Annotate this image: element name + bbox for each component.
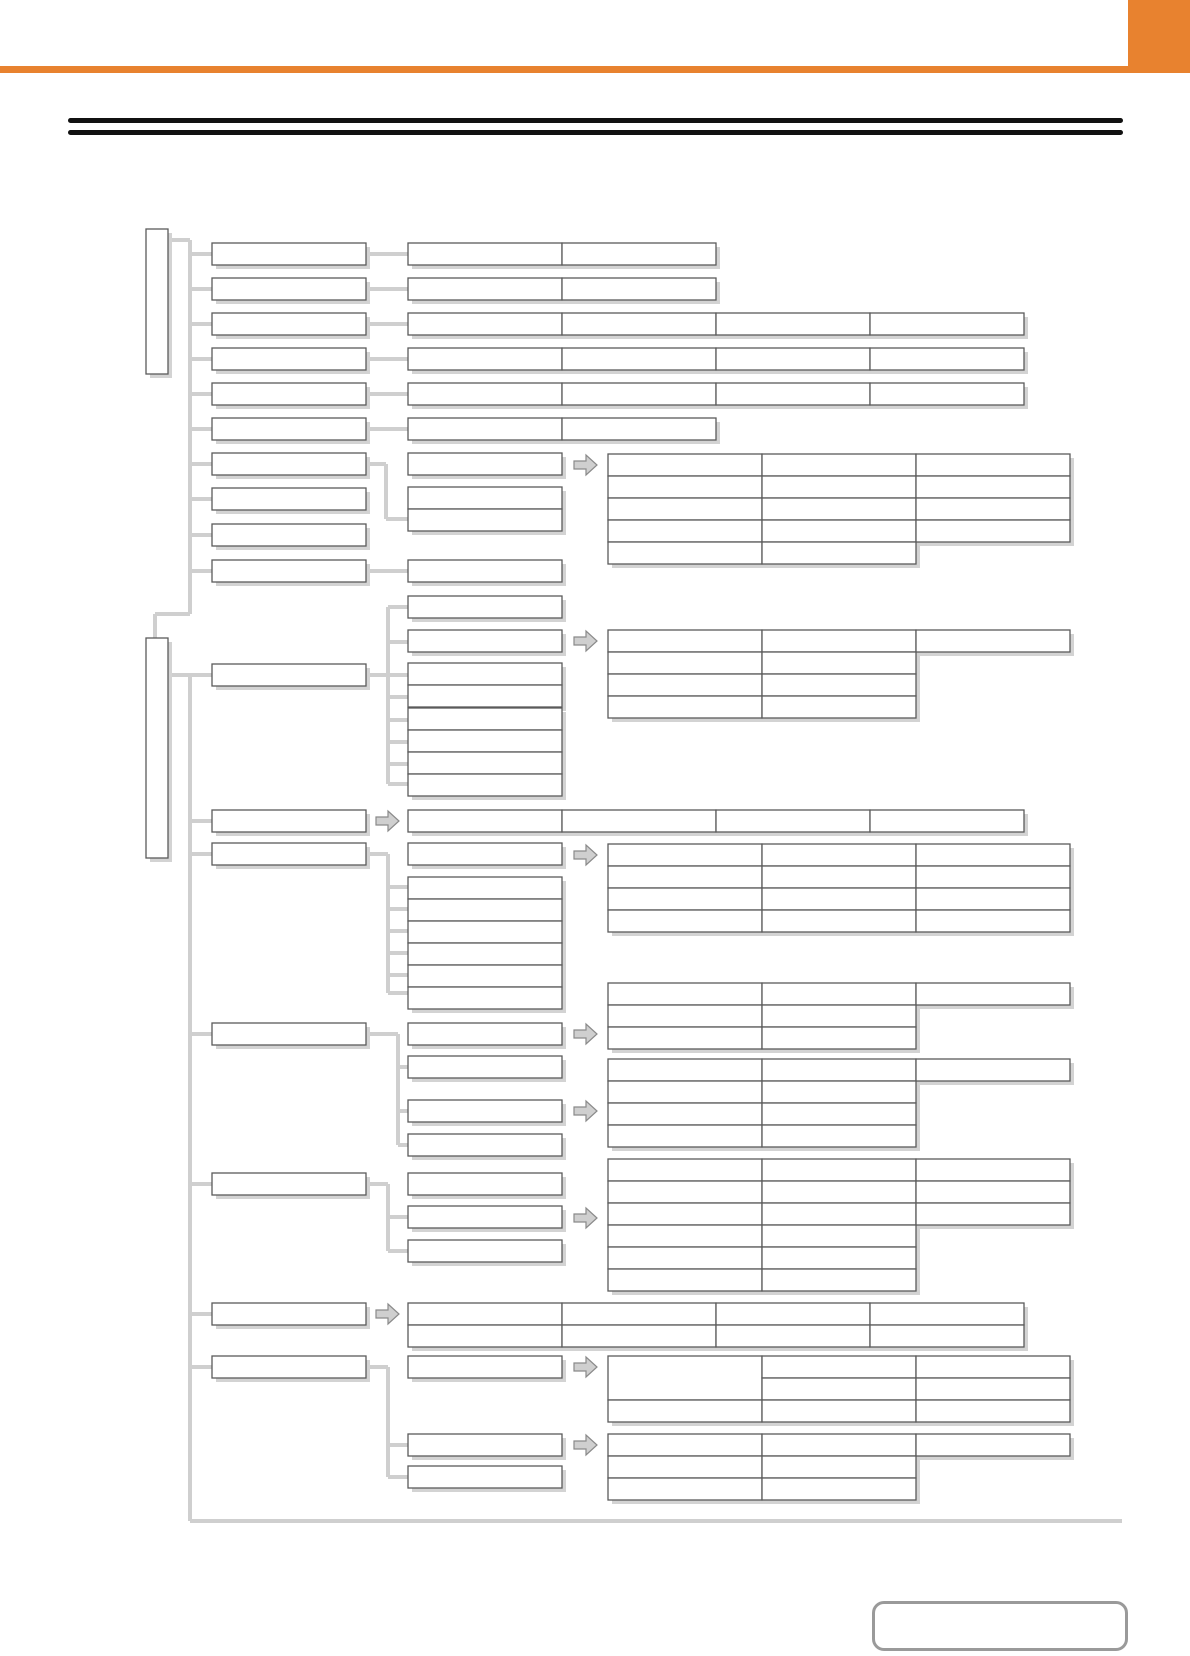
option-13-7 — [408, 987, 562, 1009]
options-item-4-r1c3 — [716, 348, 870, 370]
settings-grid-17b-r1c3 — [916, 1434, 1070, 1456]
options-item-3-r1c1 — [408, 313, 562, 335]
settings-grid-14-r3c1 — [608, 1103, 762, 1125]
settings-grid-13-r2c2 — [762, 866, 916, 888]
settings-grid-17b-r1c2 — [762, 1434, 916, 1456]
settings-grid-13-r3c3 — [916, 888, 1070, 910]
level1-item-15 — [212, 1173, 366, 1195]
level1-item-14 — [212, 1023, 366, 1045]
options-item-16-r1c1 — [408, 1303, 562, 1325]
settings-grid-7-r1c3 — [916, 454, 1070, 476]
options-item-3-r1c4 — [870, 313, 1024, 335]
right-arrow-icon — [574, 845, 597, 865]
right-arrow-icon — [574, 1435, 597, 1455]
settings-grid-13b-r3c1 — [608, 1027, 762, 1049]
settings-grid-15-r2c1 — [608, 1181, 762, 1203]
level1-item-6 — [212, 418, 366, 440]
option-14-3 — [408, 1100, 562, 1122]
settings-grid-17-r2c2 — [916, 1378, 1070, 1400]
level1-item-3 — [212, 313, 366, 335]
right-arrow-icon — [376, 1304, 399, 1324]
options-item-16-r2c3 — [716, 1325, 870, 1347]
options-item-1-r1c2 — [562, 243, 716, 265]
right-arrow-icon — [574, 631, 597, 651]
settings-grid-13b-r1c2 — [762, 983, 916, 1005]
settings-grid-13-r3c2 — [762, 888, 916, 910]
settings-grid-11-r4c1 — [608, 696, 762, 718]
option-17-1 — [408, 1356, 562, 1378]
level1-item-10 — [212, 560, 366, 582]
option-11-8 — [408, 774, 562, 796]
settings-grid-14-r1c1 — [608, 1059, 762, 1081]
settings-grid-13b-r1c1 — [608, 983, 762, 1005]
level1-item-17 — [212, 1356, 366, 1378]
settings-grid-17b-r3c1 — [608, 1478, 762, 1500]
option-13-2 — [408, 877, 562, 899]
settings-grid-13b-r2c2 — [762, 1005, 916, 1027]
settings-grid-13-r1c2 — [762, 844, 916, 866]
tree-boxes — [146, 229, 1074, 1504]
option-13-5 — [408, 943, 562, 965]
settings-grid-7-r3c2 — [762, 498, 916, 520]
settings-grid-7-r3c3 — [916, 498, 1070, 520]
right-arrow-icon — [574, 1024, 597, 1044]
option-15-3 — [408, 1240, 562, 1262]
level1-item-11 — [212, 664, 366, 686]
settings-grid-13b-r3c2 — [762, 1027, 916, 1049]
settings-grid-15-r1c2 — [762, 1159, 916, 1181]
option-17-3 — [408, 1466, 562, 1488]
settings-grid-17-r3c3 — [916, 1400, 1070, 1422]
options-item-12-r1c1 — [408, 810, 562, 832]
right-arrow-icon — [574, 455, 597, 475]
return-button[interactable] — [872, 1601, 1128, 1651]
settings-grid-11-r3c1 — [608, 674, 762, 696]
options-item-4-r1c4 — [870, 348, 1024, 370]
settings-grid-11-r1c1 — [608, 630, 762, 652]
option-7b — [408, 487, 562, 509]
settings-grid-13-r2c1 — [608, 866, 762, 888]
option-13-4 — [408, 921, 562, 943]
settings-grid-13-r4c3 — [916, 910, 1070, 932]
options-item-16-r2c1 — [408, 1325, 562, 1347]
option-13-6 — [408, 965, 562, 987]
option-15-1 — [408, 1173, 562, 1195]
settings-grid-13-r3c1 — [608, 888, 762, 910]
section-label-upper — [146, 229, 168, 374]
settings-grid-7-r2c3 — [916, 476, 1070, 498]
settings-grid-17-r1c2 — [916, 1356, 1070, 1378]
settings-grid-15-r1c3 — [916, 1159, 1070, 1181]
right-arrow-icon — [574, 1208, 597, 1228]
option-11-2 — [408, 630, 562, 652]
settings-grid-11-r2c2 — [762, 652, 916, 674]
option-14-4 — [408, 1134, 562, 1156]
settings-grid-15-r6c2 — [762, 1269, 916, 1291]
options-item-2-r1c2 — [562, 278, 716, 300]
options-item-3-r1c3 — [716, 313, 870, 335]
section-label-lower — [146, 638, 168, 858]
option-11-5 — [408, 708, 562, 730]
right-arrow-icon — [574, 1101, 597, 1121]
options-item-6-r1c1 — [408, 418, 562, 440]
settings-grid-17b-r2c1 — [608, 1456, 762, 1478]
settings-grid-15-r2c3 — [916, 1181, 1070, 1203]
option-11-6 — [408, 730, 562, 752]
settings-grid-15-r1c1 — [608, 1159, 762, 1181]
options-item-16-r1c3 — [716, 1303, 870, 1325]
options-item-12-r1c3 — [716, 810, 870, 832]
settings-grid-17b-r1c1 — [608, 1434, 762, 1456]
options-item-4-r1c2 — [562, 348, 716, 370]
level1-item-7 — [212, 453, 366, 475]
settings-grid-7-r1c2 — [762, 454, 916, 476]
options-item-6-r1c2 — [562, 418, 716, 440]
options-item-16-r2c4 — [870, 1325, 1024, 1347]
settings-grid-7-r1c1 — [608, 454, 762, 476]
option-13-1 — [408, 843, 562, 865]
settings-grid-14-r4c2 — [762, 1125, 916, 1147]
settings-grid-17-r3c2 — [762, 1400, 916, 1422]
settings-grid-13-r4c2 — [762, 910, 916, 932]
option-10 — [408, 560, 562, 582]
settings-grid-14-r2c1 — [608, 1081, 762, 1103]
options-item-12-r1c4 — [870, 810, 1024, 832]
settings-grid-15-r3c3 — [916, 1203, 1070, 1225]
options-item-12-r1c2 — [562, 810, 716, 832]
settings-grid-7-r5c1 — [608, 542, 762, 564]
option-7c — [408, 509, 562, 531]
right-arrow-icon — [376, 811, 399, 831]
settings-grid-13-r1c3 — [916, 844, 1070, 866]
settings-grid-14-r1c2 — [762, 1059, 916, 1081]
settings-grid-17b-r2c2 — [762, 1456, 916, 1478]
options-item-16-r1c2 — [562, 1303, 716, 1325]
level1-item-12 — [212, 810, 366, 832]
options-item-16-r2c2 — [562, 1325, 716, 1347]
options-item-5-r1c4 — [870, 383, 1024, 405]
settings-grid-13-r1c1 — [608, 844, 762, 866]
level1-item-9 — [212, 524, 366, 546]
option-11-1 — [408, 596, 562, 618]
settings-grid-17-r3c1 — [608, 1400, 762, 1422]
settings-grid-7-r2c2 — [762, 476, 916, 498]
settings-grid-7-r4c2 — [762, 520, 916, 542]
options-item-4-r1c1 — [408, 348, 562, 370]
settings-grid-15-r5c2 — [762, 1247, 916, 1269]
settings-grid-15-r4c1 — [608, 1225, 762, 1247]
settings-grid-13-r2c3 — [916, 866, 1070, 888]
options-item-16-r1c4 — [870, 1303, 1024, 1325]
settings-grid-7-r3c1 — [608, 498, 762, 520]
option-13-3 — [408, 899, 562, 921]
options-item-5-r1c2 — [562, 383, 716, 405]
settings-grid-15-r6c1 — [608, 1269, 762, 1291]
settings-grid-11-r4c2 — [762, 696, 916, 718]
settings-grid-14-r1c3 — [916, 1059, 1070, 1081]
option-11-7 — [408, 752, 562, 774]
settings-grid-7-r4c1 — [608, 520, 762, 542]
options-item-5-r1c1 — [408, 383, 562, 405]
settings-grid-14-r4c1 — [608, 1125, 762, 1147]
options-item-1-r1c1 — [408, 243, 562, 265]
options-item-3-r1c2 — [562, 313, 716, 335]
right-arrow-icon — [574, 1357, 597, 1377]
settings-grid-7-r2c1 — [608, 476, 762, 498]
settings-grid-17b-r3c2 — [762, 1478, 916, 1500]
level1-item-2 — [212, 278, 366, 300]
settings-grid-15-r5c1 — [608, 1247, 762, 1269]
settings-grid-15-r4c2 — [762, 1225, 916, 1247]
level1-item-8 — [212, 488, 366, 510]
settings-grid-11-r1c2 — [762, 630, 916, 652]
settings-grid-13-r4c1 — [608, 910, 762, 932]
level1-item-4 — [212, 348, 366, 370]
settings-grid-7-r4c3 — [916, 520, 1070, 542]
settings-grid-13b-r1c3 — [916, 983, 1070, 1005]
level1-item-16 — [212, 1303, 366, 1325]
settings-grid-14-r3c2 — [762, 1103, 916, 1125]
level1-item-1 — [212, 243, 366, 265]
option-14-2 — [408, 1056, 562, 1078]
settings-grid-11-r3c2 — [762, 674, 916, 696]
option-14-1 — [408, 1023, 562, 1045]
settings-grid-15-r3c1 — [608, 1203, 762, 1225]
option-11-4 — [408, 685, 562, 707]
settings-grid-13b-r2c1 — [608, 1005, 762, 1027]
settings-grid-15-r2c2 — [762, 1181, 916, 1203]
settings-grid-17-merged — [608, 1356, 762, 1400]
option-11-3 — [408, 663, 562, 685]
level1-item-13 — [212, 843, 366, 865]
settings-grid-7-r5c2 — [762, 542, 916, 564]
settings-grid-17-r1c1 — [762, 1356, 916, 1378]
option-17-2 — [408, 1434, 562, 1456]
option-7a — [408, 453, 562, 475]
settings-grid-15-r3c2 — [762, 1203, 916, 1225]
options-item-2-r1c1 — [408, 278, 562, 300]
options-item-5-r1c3 — [716, 383, 870, 405]
settings-grid-11-r2c1 — [608, 652, 762, 674]
level1-item-5 — [212, 383, 366, 405]
option-15-2 — [408, 1206, 562, 1228]
settings-grid-14-r2c2 — [762, 1081, 916, 1103]
settings-grid-11-r1c3 — [916, 630, 1070, 652]
settings-grid-17-r2c1 — [762, 1378, 916, 1400]
